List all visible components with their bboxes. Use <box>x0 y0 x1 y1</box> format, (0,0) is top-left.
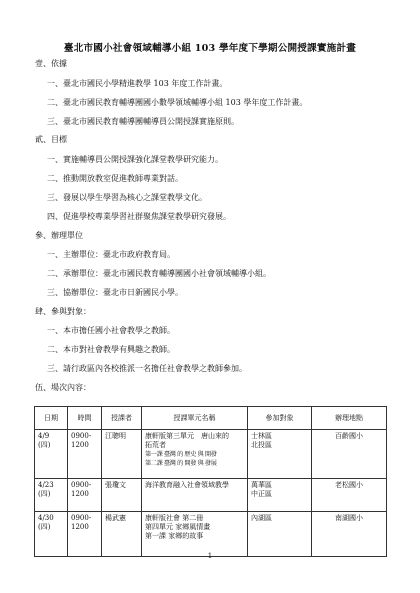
cell-unit: 康軒版第三單元 唐山來的 拓荒者 第一課 臺灣 的 歷史 與 開發 第二課 臺灣 的 開發 與 發展 <box>142 430 248 479</box>
table-header-row <box>35 407 387 430</box>
cell-audience: 萬華區 中正區 <box>248 479 312 512</box>
section-heading-organizers: 參、辦理單位 <box>35 231 83 240</box>
header-time: 時間 <box>68 407 102 430</box>
cell-unit: 海洋教育融入社會領域教學 <box>142 479 248 512</box>
basis-item-1: 一、臺北市國民小學精進教學 103 年度工作計畫。 <box>47 79 228 88</box>
section-heading-basis: 壹、依據 <box>35 59 67 68</box>
participant-item-2: 二、本市對社會教學有興趣之教師。 <box>47 345 175 354</box>
cell-teacher: 江聰明 <box>102 430 142 479</box>
page-number: 1 <box>207 552 213 560</box>
cell-location: 老松國小 <box>312 479 387 512</box>
participant-item-1: 一、本市擔任國小社會教學之教師。 <box>47 326 175 335</box>
section-heading-goals: 貳、目標 <box>35 135 67 144</box>
document-title: 臺北市國小社會領域輔導小組 103 學年度下學期公開授課實施計畫 <box>63 43 357 54</box>
goal-item-3: 三、發展以學生學習為核心之課堂教學文化。 <box>47 193 207 202</box>
header-date: 日期 <box>35 407 68 430</box>
organizer-item-3: 三、協辦單位：臺北市日新國民小學。 <box>47 288 183 297</box>
basis-item-3: 三、臺北市國民教育輔導團輔導員公開授課實施原則。 <box>47 117 239 126</box>
cell-time: 0900- 1200 <box>68 430 102 479</box>
header-teacher: 授課者 <box>102 407 142 430</box>
table-row <box>35 479 387 512</box>
goal-item-1: 一、實施輔導員公開授課強化課堂教學研究能力。 <box>47 155 223 164</box>
cell-date: 4/9 (四) <box>35 430 68 479</box>
cell-location: 南湖國小 <box>312 512 387 557</box>
organizer-item-1: 一、主辦單位：臺北市政府教育局。 <box>47 250 175 259</box>
header-unit: 授課單元名稱 <box>142 407 248 430</box>
cell-audience: 士林區 北投區 <box>248 430 312 479</box>
cell-teacher: 張瓊文 <box>102 479 142 512</box>
section-heading-participants: 肆、參與對象： <box>35 307 91 316</box>
header-location: 辦理地點 <box>312 407 387 430</box>
goal-item-2: 二、推動開放教室促進教師專業對話。 <box>47 174 183 183</box>
cell-time: 0900- 1200 <box>68 479 102 512</box>
table-row <box>35 512 387 557</box>
cell-unit: 康軒版社會 第二冊 第四單元 家鄉風情畫 第一課 家鄉的故事 <box>142 512 248 557</box>
session-table <box>34 406 387 557</box>
cell-location: 百齡國小 <box>312 430 387 479</box>
section-heading-sessions: 伍、場次內容： <box>35 383 91 392</box>
goal-item-4: 四、促進學校專業學習社群聚焦課堂教學研究發展。 <box>47 212 231 221</box>
cell-teacher: 楊武憲 <box>102 512 142 557</box>
participant-item-3: 三、請行政區內各校推派一名擔任社會教學之教師參加。 <box>47 364 247 373</box>
cell-audience: 內湖區 <box>248 512 312 557</box>
table-row <box>35 430 387 479</box>
basis-item-2: 二、臺北市國民教育輔導團國小數學領域輔導小組 103 學年度工作計畫。 <box>47 98 308 107</box>
header-audience: 參加對象 <box>248 407 312 430</box>
cell-time: 0900- 1200 <box>68 512 102 557</box>
organizer-item-2: 二、承辦單位：臺北市國民教育輔導團國小社會領域輔導小組。 <box>47 269 271 278</box>
cell-date: 4/23 (四) <box>35 479 68 512</box>
cell-date: 4/30 (四) <box>35 512 68 557</box>
